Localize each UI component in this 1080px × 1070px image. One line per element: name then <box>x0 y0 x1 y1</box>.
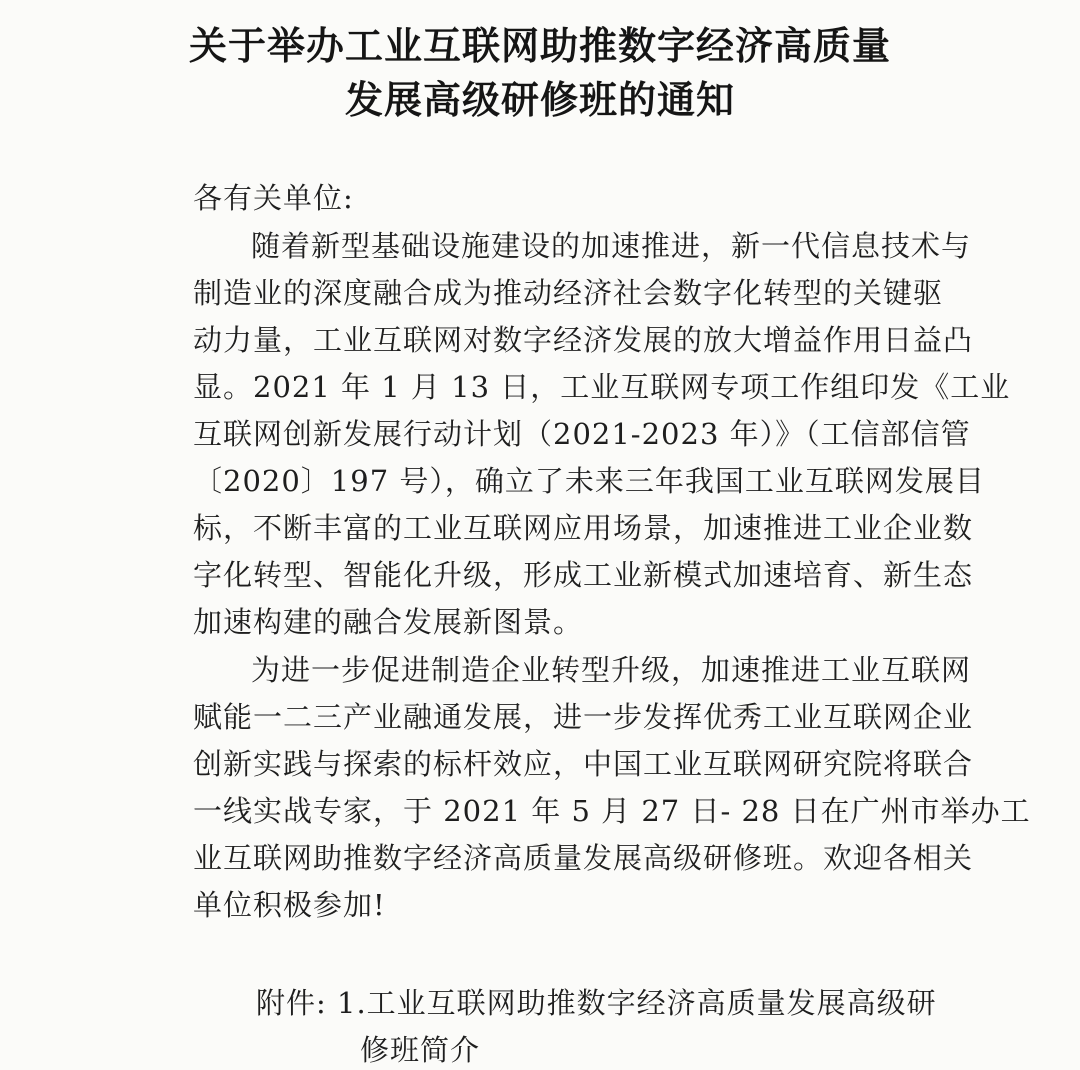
paragraph-1-line: 互联网创新发展行动计划（2021-2023 年）》（工信部信管 <box>193 417 971 451</box>
paragraph-2-line: 一线实战专家，于 2021 年 5 月 27 日- 28 日在广州市举办工 <box>193 794 1031 828</box>
document-title-line-1: 关于举办工业互联网助推数字经济高质量 <box>188 24 891 68</box>
attachment-line-1: 附件: 1.工业互联网助推数字经济高质量发展高级研 <box>256 986 937 1020</box>
paragraph-1-line: 〔2020〕197 号），确立了未来三年我国工业互联网发展目 <box>193 464 985 498</box>
paragraph-2-line: 单位积极参加! <box>193 888 386 922</box>
paragraph-2-line: 创新实践与探索的标杆效应，中国工业互联网研究院将联合 <box>193 747 974 781</box>
paragraph-1-line: 随着新型基础设施建设的加速推进，新一代信息技术与 <box>251 229 972 263</box>
document-title-line-2: 发展高级研修班的通知 <box>344 78 735 122</box>
paragraph-2-line: 赋能一二三产业融通发展，进一步发挥优秀工业互联网企业 <box>193 700 974 734</box>
paragraph-1-line: 制造业的深度融合成为推动经济社会数字化转型的关键驱 <box>193 276 944 310</box>
attachment-line-2: 修班简介 <box>360 1033 481 1067</box>
paragraph-1-line: 加速构建的融合发展新图景。 <box>193 605 584 639</box>
paragraph-1-line: 动力量，工业互联网对数字经济发展的放大增益作用日益凸 <box>193 323 974 357</box>
paragraph-1-line: 字化转型、智能化升级，形成工业新模式加速培育、新生态 <box>193 558 974 592</box>
salutation: 各有关单位: <box>193 181 354 215</box>
paragraph-1-line: 标，不断丰富的工业互联网应用场景，加速推进工业企业数 <box>193 511 974 545</box>
paragraph-2-line: 为进一步促进制造企业转型升级，加速推进工业互联网 <box>251 653 972 687</box>
paragraph-1-line: 显。2021 年 1 月 13 日，工业互联网专项工作组印发《工业 <box>193 370 1011 404</box>
paragraph-2-line: 业互联网助推数字经济高质量发展高级研修班。欢迎各相关 <box>193 841 974 875</box>
